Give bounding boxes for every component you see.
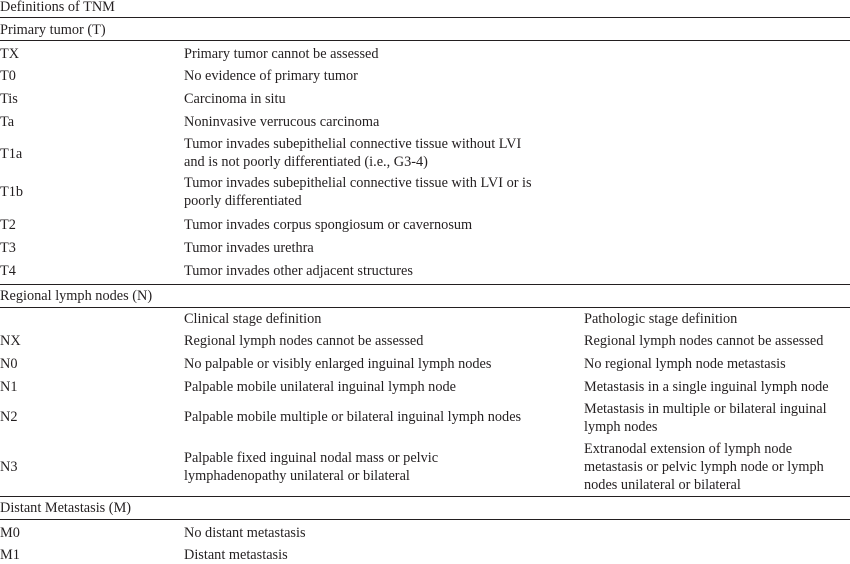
n-pathologic-definition: Metastasis in a single inguinal lymph node <box>584 379 829 395</box>
table-rule-n-heading <box>0 307 850 308</box>
n-clinical-definition: No palpable or visibly enlarged inguinal lymph nodes <box>184 356 492 372</box>
n-pathologic-definition: No regional lymph node metastasis <box>584 356 786 372</box>
t-stage-label: T1a <box>0 146 23 162</box>
t-stage-definition: Tumor invades urethra <box>184 240 314 256</box>
table-title: Definitions of TNM <box>0 0 115 15</box>
t-stage-label: TX <box>0 46 20 62</box>
t-stage-definition: No evidence of primary tumor <box>184 68 358 84</box>
n-clinical-definition: Palpable mobile multiple or bilateral inguinal lymph nodes <box>184 409 522 425</box>
n-stage-label: N2 <box>0 409 18 425</box>
section-heading-primary-tumor: Primary tumor (T) <box>0 22 106 38</box>
t-stage-definition: Noninvasive verrucous carcinoma <box>184 114 380 130</box>
t-stage-label: T0 <box>0 68 16 84</box>
n-stage-label: N1 <box>0 379 18 395</box>
t-stage-definition: Carcinoma in situ <box>184 91 286 107</box>
t-stage-label: T2 <box>0 217 16 233</box>
t-stage-label: Ta <box>0 114 15 130</box>
n-pathologic-definition: Regional lymph nodes cannot be assessed <box>584 333 824 349</box>
m-stage-definition: Distant metastasis <box>184 547 288 563</box>
section-heading-distant-metastasis: Distant Metastasis (M) <box>0 500 132 516</box>
n-stage-label: NX <box>0 333 21 349</box>
n-pathologic-definition-line1: Metastasis in multiple or bilateral inguinal <box>584 401 827 417</box>
table-rule-title <box>0 17 850 18</box>
t-stage-definition-line2: and is not poorly differentiated (i.e., G3-4) <box>184 154 428 170</box>
column-header-clinical: Clinical stage definition <box>184 311 322 327</box>
table-rule-t-heading <box>0 40 850 41</box>
section-heading-regional-nodes: Regional lymph nodes (N) <box>0 288 153 304</box>
t-stage-label: T1b <box>0 184 24 200</box>
n-clinical-definition-line1: Palpable fixed inguinal nodal mass or pelvic <box>184 450 439 466</box>
n-pathologic-definition-line2: metastasis or pelvic lymph node or lymph <box>584 459 824 475</box>
n-pathologic-definition-line2: lymph nodes <box>584 419 658 435</box>
t-stage-label: T4 <box>0 263 16 279</box>
column-header-pathologic: Pathologic stage definition <box>584 311 738 327</box>
n-stage-label: N0 <box>0 356 18 372</box>
n-clinical-definition-line2: lymphadenopathy unilateral or bilateral <box>184 468 410 484</box>
n-stage-label: N3 <box>0 459 18 475</box>
t-stage-label: Tis <box>0 91 18 107</box>
m-stage-label: M1 <box>0 547 20 563</box>
t-stage-definition: Primary tumor cannot be assessed <box>184 46 379 62</box>
table-rule-n-section <box>0 284 850 285</box>
table-rule-m-section <box>0 496 850 497</box>
n-pathologic-definition-line3: nodes unilateral or bilateral <box>584 477 741 493</box>
t-stage-definition-line1: Tumor invades subepithelial connective tissue with LVI or is <box>184 175 532 191</box>
n-pathologic-definition-line1: Extranodal extension of lymph node <box>584 441 793 457</box>
t-stage-definition-line1: Tumor invades subepithelial connective tissue without LVI <box>184 136 522 152</box>
n-clinical-definition: Palpable mobile unilateral inguinal lymph node <box>184 379 456 395</box>
n-clinical-definition: Regional lymph nodes cannot be assessed <box>184 333 424 349</box>
t-stage-definition-line2: poorly differentiated <box>184 193 302 209</box>
m-stage-definition: No distant metastasis <box>184 525 306 541</box>
m-stage-label: M0 <box>0 525 20 541</box>
t-stage-label: T3 <box>0 240 16 256</box>
table-rule-m-heading <box>0 519 850 520</box>
t-stage-definition: Tumor invades corpus spongiosum or cavernosum <box>184 217 473 233</box>
t-stage-definition: Tumor invades other adjacent structures <box>184 263 413 279</box>
